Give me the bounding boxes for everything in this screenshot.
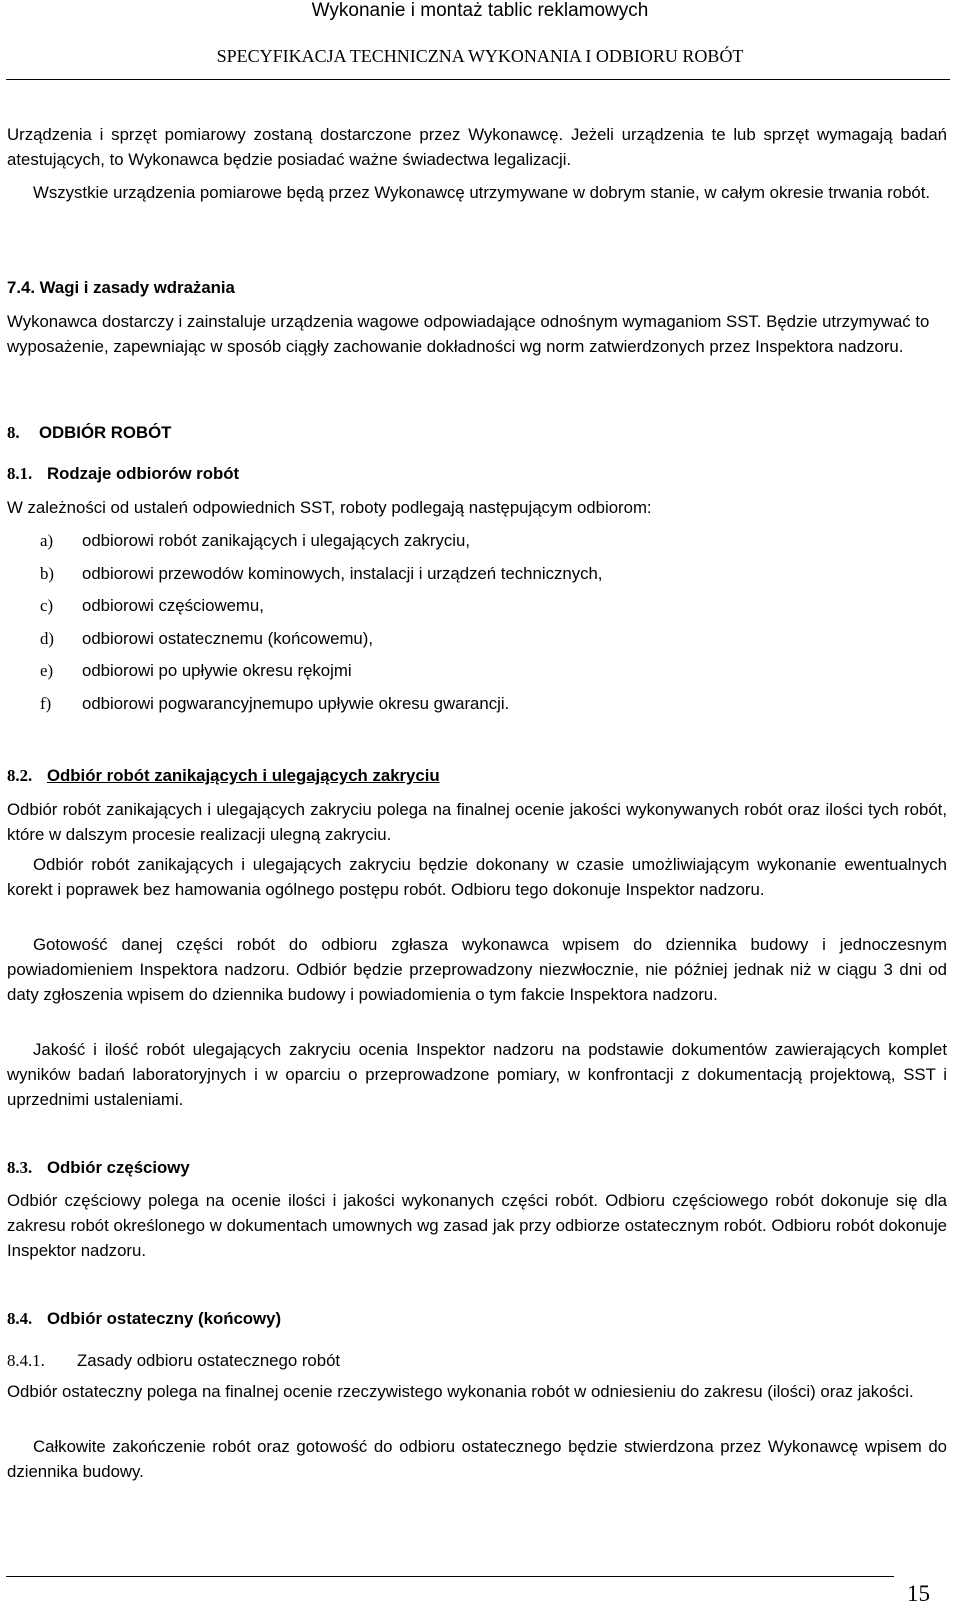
list-item xyxy=(40,593,940,618)
list-marker: c) xyxy=(40,596,54,615)
subsection-title: Zasady odbioru ostatecznego robót xyxy=(77,1351,341,1370)
section-8-4-1-heading xyxy=(7,1348,947,1373)
section-number: 8.1. xyxy=(7,464,33,483)
list-item xyxy=(40,626,940,651)
list-text: odbiorowi pogwarancyjnemupo upływie okresu gwarancji. xyxy=(82,694,510,713)
section-8-4-paragraph-2: Całkowite zakończenie robót oraz gotowość do odbioru ostatecznego będzie stwierdzona przez Wykonawcę wpisem do dziennika budowy. xyxy=(7,1437,947,1481)
section-8-3-paragraph: Odbiór częściowy polega na ocenie ilości i jakości wykonanych części robót. Odbioru częściowego robót dokonuje się dla zakresu robót określonego w dokumentach umownych wg zasad jak przy odbiorze ostatecznym robót. Odbioru robót dokonuje Inspektor nadzoru. xyxy=(7,1191,947,1260)
list-text: odbiorowi po upływie okresu rękojmi xyxy=(82,661,352,680)
section-number: 7.4. xyxy=(7,278,35,297)
section-title: ODBIÓR ROBÓT xyxy=(39,423,172,442)
page-number: 15 xyxy=(907,1581,930,1606)
list-text: odbiorowi przewodów kominowych, instalacji i urządzeń technicznych, xyxy=(82,564,603,583)
list-item xyxy=(40,658,940,683)
footer-divider xyxy=(6,1576,894,1577)
section-number: 8.2. xyxy=(7,766,33,785)
section-8-1-heading xyxy=(7,461,947,486)
section-number: 8.4. xyxy=(7,1309,33,1328)
header-subtitle: SPECYFIKACJA TECHNICZNA WYKONANIA I ODBIORU ROBÓT xyxy=(216,46,744,66)
section-8-heading xyxy=(7,420,947,445)
list-marker: f) xyxy=(40,694,52,713)
section-8-3-heading xyxy=(7,1155,947,1180)
section-8-4-paragraph-1: Odbiór ostateczny polega na finalnej ocenie rzeczywistego wykonania robót w odniesieniu do zakresu (ilości) oraz jakości. xyxy=(7,1382,914,1401)
header-title: Wykonanie i montaż tablic reklamowych xyxy=(311,0,649,21)
list-marker: e) xyxy=(40,661,54,680)
section-8-2-paragraph-1: Odbiór robót zanikających i ulegających zakryciu polega na finalnej ocenie jakości wykonywanych robót oraz ilości tych robót, które w dalszym procesie realizacji ulegną zakryciu. xyxy=(7,800,947,844)
list-marker: b) xyxy=(40,564,54,583)
list-item xyxy=(40,691,940,716)
list-text: odbiorowi robót zanikających i ulegających zakryciu, xyxy=(82,531,471,550)
section-8-2-paragraph-2: Odbiór robót zanikających i ulegających zakryciu będzie dokonany w czasie umożliwiającym wykonanie ewentualnych korekt i poprawek bez hamowania ogólnego postępu robót. Odbioru tego dokonuje Inspektor nadzoru. xyxy=(7,855,947,899)
list-marker: d) xyxy=(40,629,54,648)
section-8-4-heading xyxy=(7,1306,947,1331)
list-text: odbiorowi ostatecznemu (końcowemu), xyxy=(82,629,374,648)
section-title: Rodzaje odbiorów robót xyxy=(47,464,240,483)
section-7-4-heading xyxy=(7,275,947,300)
section-title: Odbiór częściowy xyxy=(47,1158,190,1177)
header-divider xyxy=(6,79,950,80)
section-8-1-intro: W zależności od ustaleń odpowiednich SST, roboty podlegają następującym odbiorom: xyxy=(7,498,652,517)
paragraph-equipment-maintenance: Wszystkie urządzenia pomiarowe będą przez Wykonawcę utrzymywane w dobrym stanie, w całym okresie trwania robót. xyxy=(33,183,931,202)
section-7-4-text: Wykonawca dostarczy i zainstaluje urządzenia wagowe odpowiadające odnośnym wymaganiom SST. Będzie utrzymywać to wyposażenie, zapewniając w sposób ciągły zachowanie dokładności wg norm zatwierdzonych przez Inspektora nadzoru. xyxy=(7,312,930,356)
section-8-2-paragraph-4: Jakość i ilość robót ulegających zakryciu ocenia Inspektor nadzoru na podstawie dokumentów zawierających komplet wyników badań laboratoryjnych i w oparciu o przeprowadzone pomiary, w konfrontacji z dokumentacją projektową, SST i uprzednimi ustaleniami. xyxy=(7,1040,947,1109)
paragraph-equipment-legalization: Urządzenia i sprzęt pomiarowy zostaną dostarczone przez Wykonawcę. Jeżeli urządzenia te lub sprzęt wymagają badań atestujących, to Wykonawca będzie posiadać ważne świadectwa legalizacji. xyxy=(7,125,947,169)
section-8-2-heading xyxy=(7,763,947,788)
list-item xyxy=(40,561,940,586)
section-title: Wagi i zasady wdrażania xyxy=(39,278,235,297)
list-marker: a) xyxy=(40,531,54,550)
list-text: odbiorowi częściowemu, xyxy=(82,596,264,615)
section-number: 8. xyxy=(7,423,20,442)
subsection-number: 8.4.1. xyxy=(7,1351,45,1370)
section-title: Odbiór robót zanikających i ulegających zakryciu xyxy=(47,766,440,785)
section-number: 8.3. xyxy=(7,1158,33,1177)
section-title: Odbiór ostateczny (końcowy) xyxy=(47,1309,282,1328)
list-item xyxy=(40,528,940,553)
section-8-2-paragraph-3: Gotowość danej części robót do odbioru zgłasza wykonawca wpisem do dziennika budowy i jednoczesnym powiadomieniem Inspektora nadzoru. Odbiór będzie przeprowadzony niezwłocznie, nie później jednak niż w ciągu 3 dni od daty zgłoszenia wpisem do dziennika budowy i powiadomienia o tym fakcie Inspektora nadzoru. xyxy=(7,935,947,1004)
